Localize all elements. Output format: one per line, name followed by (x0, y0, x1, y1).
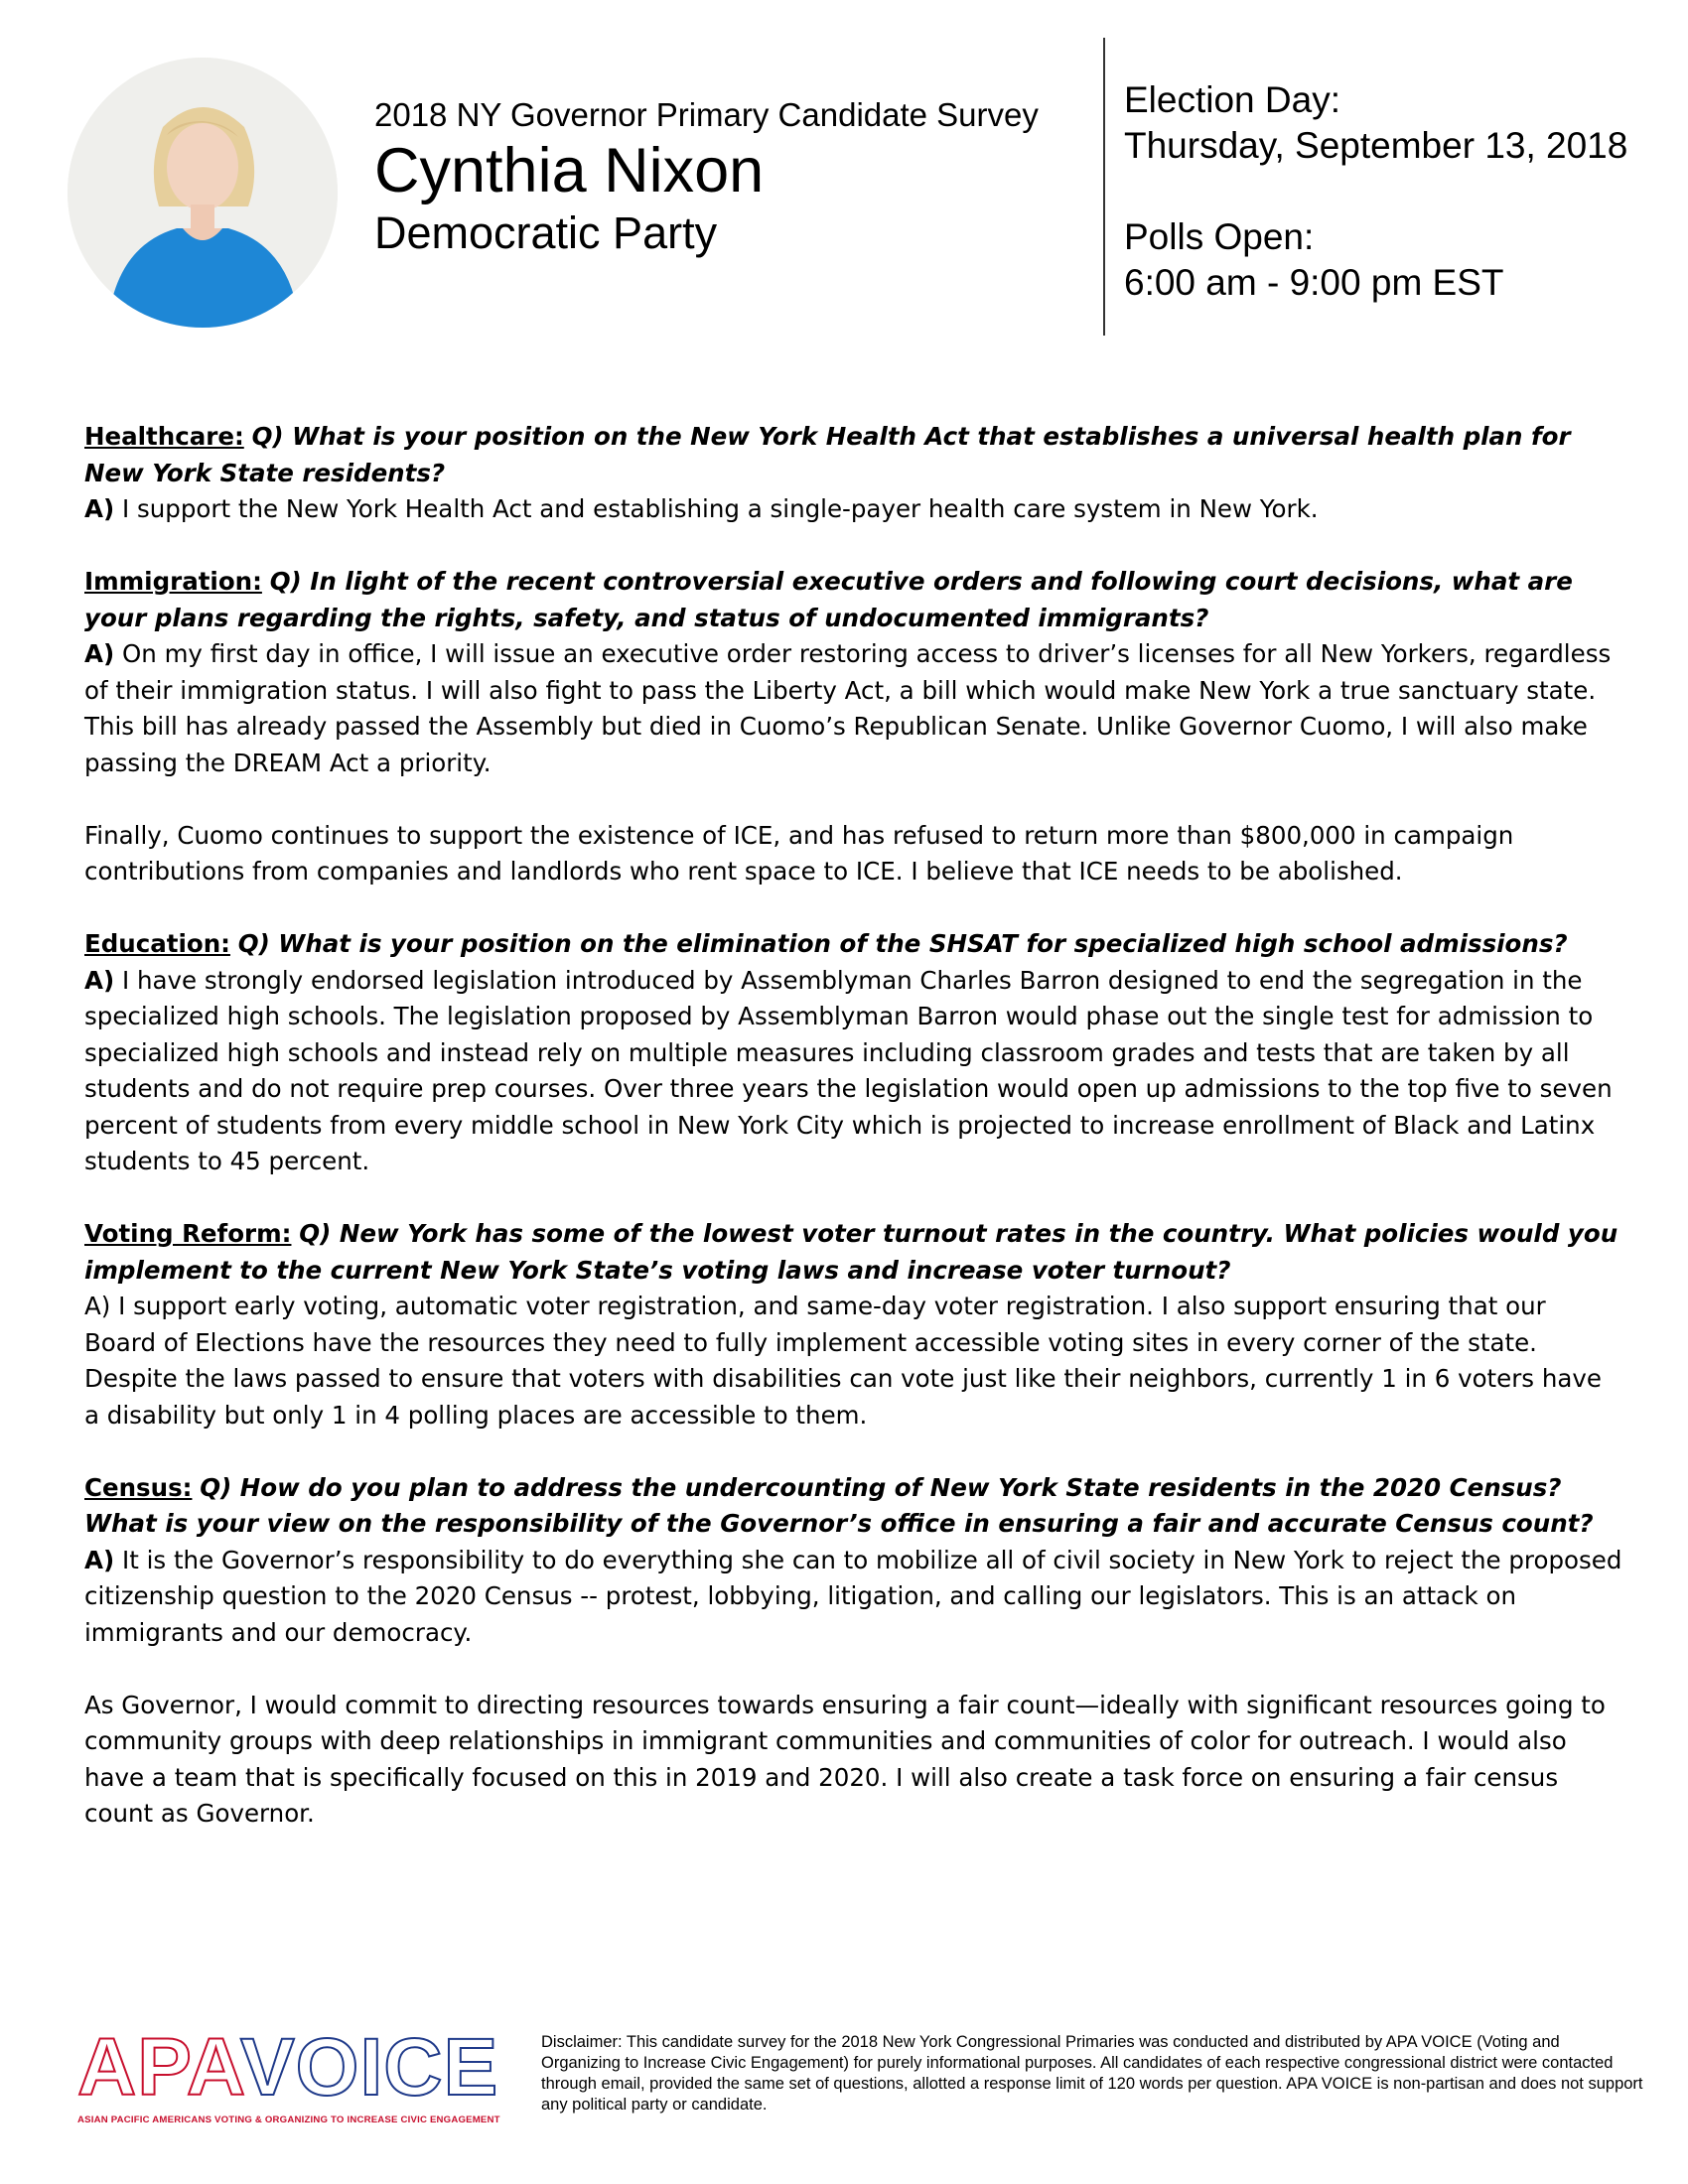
question-line (84, 1216, 1623, 1289)
section-healthcare (84, 419, 1623, 528)
survey-title: 2018 NY Governor Primary Candidate Survey (374, 96, 1039, 133)
header (374, 95, 1089, 260)
question-text: Q) What is your position on the New York Health Act that establishes a universal health plan for New York State residents? (84, 422, 1571, 487)
topic-label: Immigration: (84, 567, 262, 596)
answer-line (84, 1289, 1623, 1433)
election-info (1124, 77, 1680, 306)
candidate-photo (68, 58, 338, 328)
party-name: Democratic Party (374, 207, 718, 258)
question-text: Q) How do you plan to address the undercounting of New York State residents in the 2020 Census? What is your view on the responsibility of the Governor’s office in ensuring a fair and accurate Census count? (84, 1472, 1594, 1538)
question-text: Q) New York has some of the lowest voter turnout rates in the country. What policies would you implement to the current New York State’s voting laws and increase voter turnout? (84, 1219, 1618, 1285)
polls-label: Polls Open: (1124, 216, 1315, 257)
answer-continued: As Governor, I would commit to directing resources towards ensuring a fair count—ideally with significant resources going to community groups with deep relationships in immigrant communities and communities of color for outreach. I would also have a team that is specifically focused on this in 2019 and 2020. I will also create a task force on ensuring a fair census count as Governor. (84, 1690, 1606, 1828)
topic-label: Healthcare: (84, 422, 244, 451)
topic-label: Census: (84, 1472, 193, 1502)
answer-label: A) (84, 1292, 111, 1320)
answer-text: On my first day in office, I will issue an executive order restoring access to driver’s licenses for all New Yorkers, regardless of their immigration status. I will also fight to pass the Liberty Act, a bill which would make New York a true sanctuary state. This bill has already passed the Assembly but died in Cuomo’s Republican Senate. Unlike Governor Cuomo, I will also make passing the DREAM Act a priority. (84, 639, 1612, 777)
survey-body (84, 419, 1623, 1868)
answer-label: A) (84, 639, 115, 668)
question-line (84, 419, 1623, 491)
answer-text: I support the New York Health Act and establishing a single-payer health care system in New York. (121, 494, 1319, 523)
topic-label: Education: (84, 929, 230, 958)
question-line (84, 564, 1623, 636)
disclaimer: Disclaimer: This candidate survey for the 2018 New York Congressional Primaries was conducted and distributed by APA VOICE (Voting and Organizing to Increase Civic Engagement) for purely informational purposes. All candidates of each respective congressional district were contacted through email, provided the same set of questions, allotted a response limit of 120 words per question. APA VOICE is non-partisan and does not support any political party or candidate. (541, 2033, 1643, 2114)
election-day-date: Thursday, September 13, 2018 (1124, 125, 1628, 166)
question-line (84, 1470, 1623, 1543)
question-line (84, 926, 1623, 963)
question-text: Q) What is your position on the elimination of the SHSAT for specialized high school admissions? (237, 929, 1568, 958)
answer-continued: Finally, Cuomo continues to support the existence of ICE, and has refused to return more than $800,000 in campaign contributions from companies and landlords who rent space to ICE. I believe that ICE needs to be abolished. (84, 820, 1514, 886)
apa-voice-logo (77, 2022, 500, 2125)
section-voting-reform (84, 1216, 1623, 1433)
logo-apa-text: APA (77, 2022, 240, 2113)
header-divider (1103, 38, 1105, 336)
answer-line (84, 1543, 1623, 1652)
answer-text: It is the Governor’s responsibility to do everything she can to mobilize all of civil society in New York to reject the proposed citizenship question to the 2020 Census -- protest, lobbying, litigation, and calling our legislators. This is an attack on immigrants and our democracy. (84, 1545, 1622, 1647)
answer-label: A) (84, 965, 115, 995)
answer-line (84, 636, 1623, 781)
answer-line (84, 491, 1623, 528)
logo-tagline: ASIAN PACIFIC AMERICANS VOTING & ORGANIZING TO INCREASE CIVIC ENGAGEMENT (77, 2115, 500, 2125)
election-day-label: Election Day: (1124, 79, 1340, 120)
answer-label: A) (84, 494, 115, 523)
section-immigration (84, 564, 1623, 890)
candidate-name: Cynthia Nixon (374, 136, 765, 205)
logo-voice-text: VOICE (239, 2022, 499, 2113)
polls-hours: 6:00 am - 9:00 pm EST (1124, 262, 1504, 303)
answer-text: I have strongly endorsed legislation introduced by Assemblyman Charles Barron designed to end the segregation in the specialized high schools. The legislation proposed by Assemblyman Barron would phase out the single test for admission to specialized high schools and instead rely on multiple measures including classroom grades and tests that are taken by all students and do not require prep courses. Over three years the legislation would open up admissions to the top five to seven percent of students from every middle school in New York City which is projected to increase enrollment of Black and Latinx students to 45 percent. (84, 965, 1613, 1175)
answer-text: I support early voting, automatic voter registration, and same-day voter registration. I also support ensuring that our Board of Elections have the resources they need to fully implement accessible voting sites in every corner of the state. Despite the laws passed to ensure that voters with disabilities can vote just like their neighbors, currently 1 in 6 voters have a disability but only 1 in 4 polling places are accessible to them. (84, 1292, 1602, 1430)
answer-line (84, 963, 1623, 1180)
question-text: Q) In light of the recent controversial executive orders and following court decisions, what are your plans regarding the rights, safety, and status of undocumented immigrants? (84, 567, 1573, 632)
section-census (84, 1470, 1623, 1833)
section-education (84, 926, 1623, 1180)
topic-label: Voting Reform: (84, 1219, 292, 1248)
answer-label: A) (84, 1545, 115, 1574)
